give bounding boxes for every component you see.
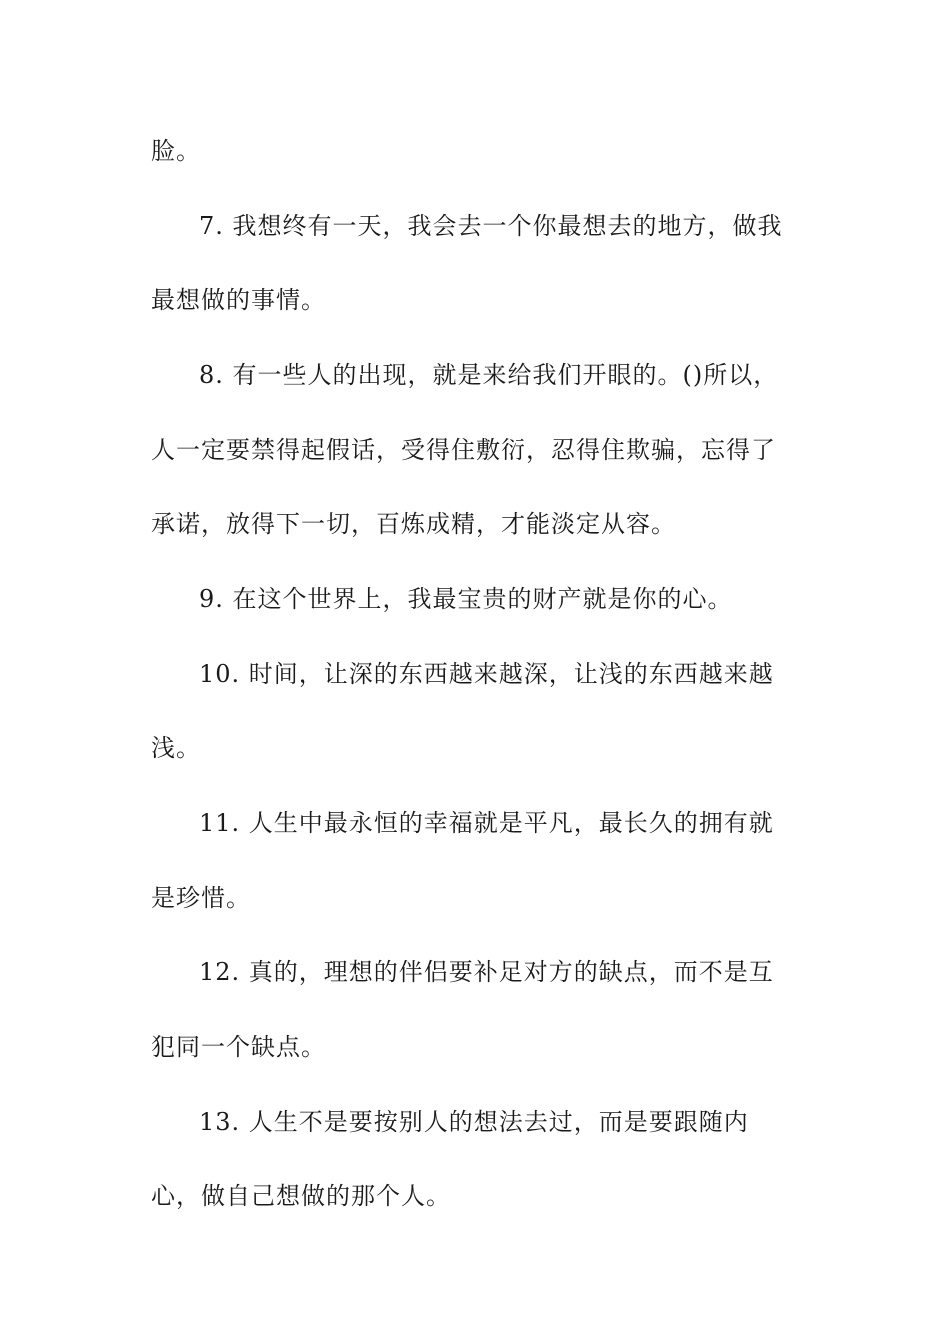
text-line: 承诺，放得下一切，百炼成精，才能淡定从容。 [151,510,676,538]
text-line: 浅。 [151,734,201,762]
text-line: 心，做自己想做的那个人。 [151,1182,451,1210]
text-line: 人一定要禁得起假话，受得住敷衍，忍得住欺骗，忘得了 [151,436,776,464]
list-item-12: 12. 真的，理想的伴侣要补足对方的缺点，而不是互 [199,958,774,986]
text-line: 最想做的事情。 [151,286,326,314]
text-line: 犯同一个缺点。 [151,1033,326,1061]
list-item-7: 7. 我想终有一天，我会去一个你最想去的地方，做我 [199,212,783,240]
list-item-8: 8. 有一些人的出现，就是来给我们开眼的。()所以， [199,361,779,389]
list-item-11: 11. 人生中最永恒的幸福就是平凡，最长久的拥有就 [199,809,774,837]
list-item-10: 10. 时间，让深的东西越来越深，让浅的东西越来越 [199,660,774,688]
text-line: 是珍惜。 [151,884,251,912]
list-item-13: 13. 人生不是要按别人的想法去过，而是要跟随内 [199,1108,749,1136]
list-item-9: 9. 在这个世界上，我最宝贵的财产就是你的心。 [199,585,733,613]
text-line: 脸。 [151,137,201,165]
